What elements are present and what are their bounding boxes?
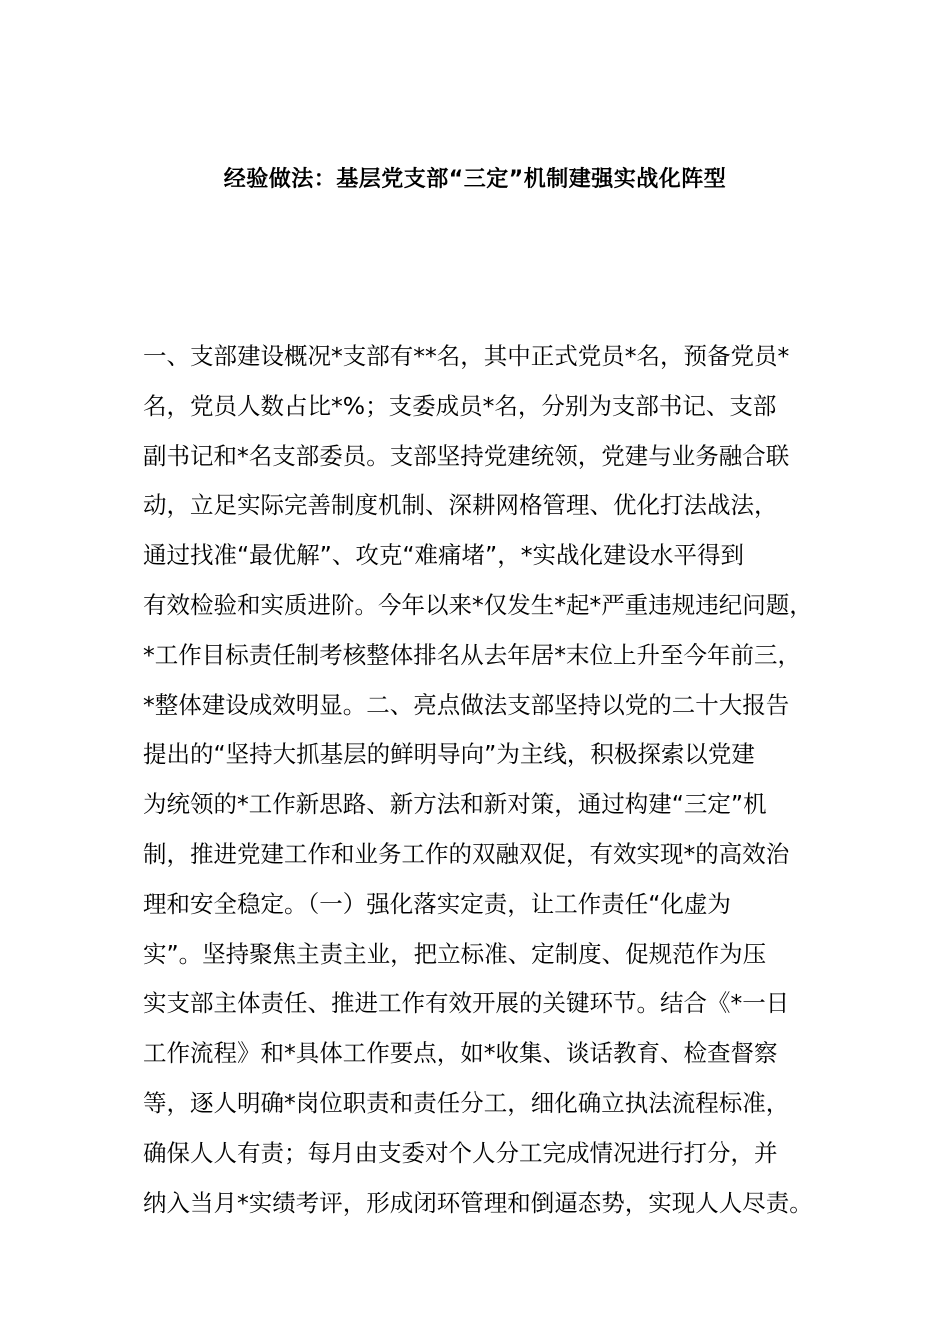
- body-line: 通过找准“最优解”、攻克“难痛堵”，*实战化建设水平得到: [143, 541, 744, 570]
- body-line: 工作流程》和*具体工作要点，如*收集、谈话教育、检查督察: [143, 1039, 778, 1068]
- body-line: 一、支部建设概况*支部有**名，其中正式党员*名，预备党员*: [143, 342, 790, 370]
- body-line: 有效检验和实质进阶。今年以来*仅发生*起*严重违规违纪问题，: [143, 590, 813, 619]
- body-line: *整体建设成效明显。二、亮点做法支部坚持以党的二十大报告: [143, 690, 790, 719]
- body-line: 理和安全稳定。（一）强化落实定责，让工作责任“化虚为: [143, 889, 731, 918]
- body-line: 为统领的*工作新思路、新方法和新对策，通过构建“三定”机: [143, 790, 767, 819]
- body-line: 确保人人有责；每月由支委对个人分工完成情况进行打分，并: [143, 1138, 778, 1167]
- body-line: 等，逐人明确*岗位职责和责任分工，细化确立执法流程标准，: [143, 1088, 790, 1117]
- body-line: 实”。坚持聚焦主责主业，把立标准、定制度、促规范作为压: [143, 939, 767, 968]
- body-line: 名，党员人数占比*%；支委成员*名，分别为支部书记、支部: [143, 391, 777, 420]
- body-line: 副书记和*名支部委员。支部坚持党建统领，党建与业务融合联: [143, 441, 790, 470]
- body-line: 实支部主体责任、推进工作有效开展的关键环节。结合《*一日: [143, 989, 790, 1018]
- body-line: 提出的“坚持大抓基层的鲜明导向”为主线，积极探索以党建: [143, 740, 755, 769]
- document-body: [143, 332, 823, 1228]
- document-title: 经验做法：基层党支部“三定”机制建强实战化阵型: [223, 167, 727, 192]
- body-line: 制，推进党建工作和业务工作的双融双促，有效实现*的高效治: [143, 839, 790, 868]
- body-line: *工作目标责任制考核整体排名从去年居*末位上升至今年前三，: [143, 640, 801, 669]
- body-line: 纳入当月*实绩考评，形成闭环管理和倒逼态势，实现人人尽责。: [143, 1188, 813, 1217]
- body-line: 动，立足实际完善制度机制、深耕网格管理、优化打法战法，: [143, 491, 778, 520]
